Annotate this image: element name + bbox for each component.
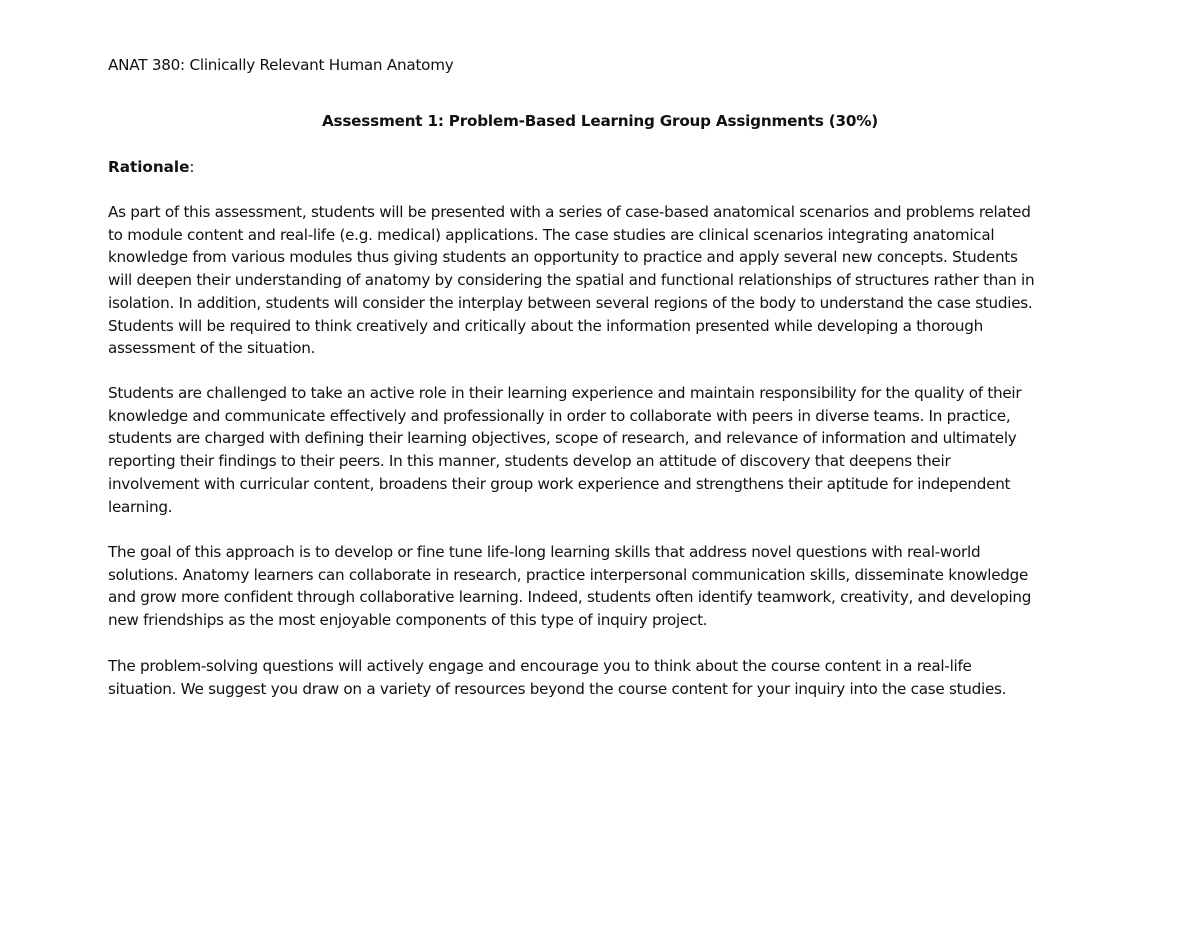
paragraph-line: Students are challenged to take an active role in their learning experience and maintain responsibility for the quality of their xyxy=(108,384,1022,402)
paragraph-3 xyxy=(108,541,1108,632)
paragraph-line: knowledge from various modules thus giving students an opportunity to practice and apply several new concepts. Students xyxy=(108,248,1018,267)
paragraph-line: situation. We suggest you draw on a variety of resources beyond the course content for your inquiry into the case studies. xyxy=(108,679,1007,698)
paragraph-line: The goal of this approach is to develop or fine tune life-long learning skills that address novel questions with real-world xyxy=(108,543,981,561)
paragraph-line: new friendships as the most enjoyable components of this type of inquiry project. xyxy=(108,611,708,630)
course-header: ANAT 380: Clinically Relevant Human Anatomy xyxy=(108,56,454,74)
paragraph-line: As part of this assessment, students will be presented with a series of case-based anatomical scenarios and problems related xyxy=(108,203,1031,221)
paragraph-line: solutions. Anatomy learners can collaborate in research, practice interpersonal communication skills, disseminate knowledge xyxy=(108,565,1029,584)
assessment-title: Assessment 1: Problem-Based Learning Group Assignments (30%) xyxy=(321,112,879,130)
paragraph-line: involvement with curricular content, broadens their group work experience and strengthens their aptitude for independent xyxy=(108,474,1011,493)
rationale-heading xyxy=(108,157,195,177)
paragraph-line: students are charged with defining their learning objectives, scope of research, and relevance of information and ultimately xyxy=(108,429,1017,448)
rationale-heading-colon: : xyxy=(189,158,195,176)
paragraph-line: assessment of the situation. xyxy=(108,339,316,358)
paragraph-line: learning. xyxy=(108,497,173,516)
paragraph-line: knowledge and communicate effectively and professionally in order to collaborate with peers in diverse teams. In practice, xyxy=(108,406,1011,425)
paragraph-line: reporting their findings to their peers. In this manner, students develop an attitude of discovery that deepens their xyxy=(108,452,951,471)
paragraph-line: The problem-solving questions will actively engage and encourage you to think about the course content in a real-life xyxy=(108,657,972,675)
rationale-heading-label: Rationale xyxy=(108,158,190,176)
paragraph-4 xyxy=(108,655,1108,700)
paragraph-line: and grow more confident through collaborative learning. Indeed, students often identify teamwork, creativity, and developing xyxy=(108,588,1032,607)
paragraph-line: will deepen their understanding of anatomy by considering the spatial and functional relationships of structures rather than in xyxy=(108,271,1035,290)
paragraph-1 xyxy=(108,201,1108,360)
paragraph-line: Students will be required to think creatively and critically about the information presented while developing a thorough xyxy=(108,316,983,335)
paragraph-line: to module content and real-life (e.g. medical) applications. The case studies are clinical scenarios integrating anatomical xyxy=(108,225,995,244)
paragraph-line: isolation. In addition, students will consider the interplay between several regions of the body to understand the case studies. xyxy=(108,293,1033,312)
paragraph-2 xyxy=(108,382,1108,518)
